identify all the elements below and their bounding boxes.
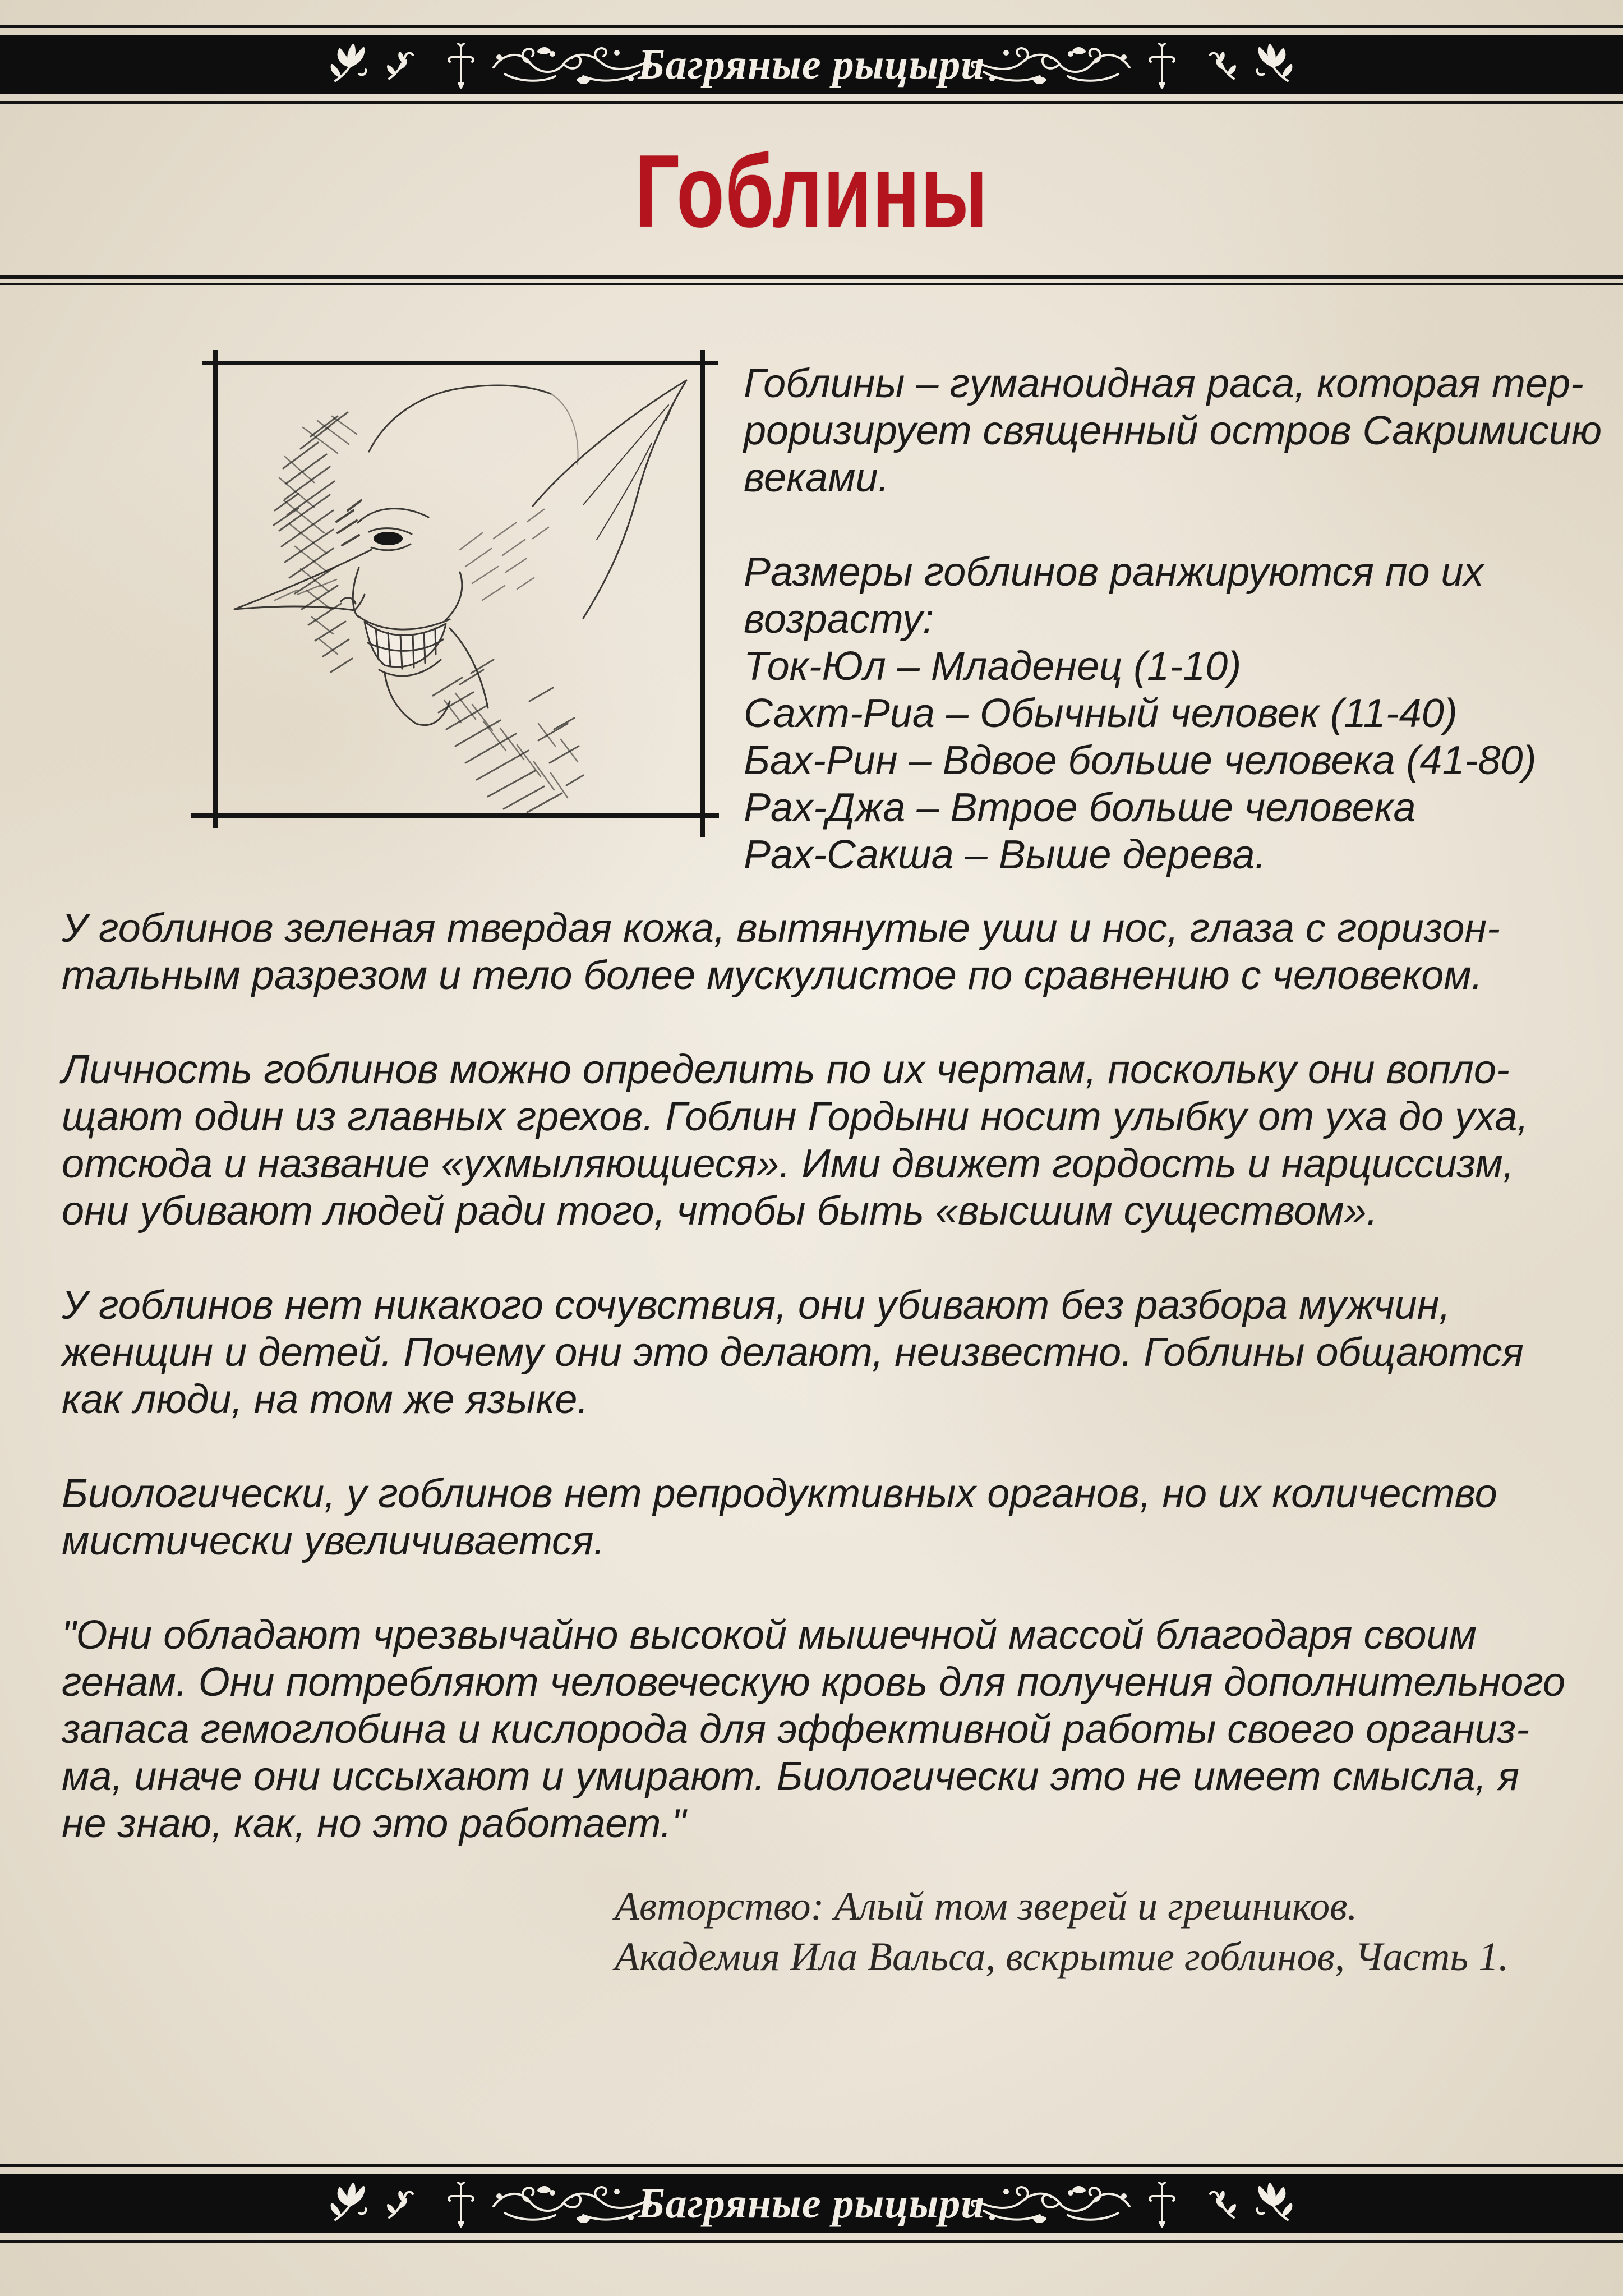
paragraph-behavior [62, 1282, 1524, 1423]
size-item: Рах-Джа – Втрое больше человека [744, 785, 1416, 830]
attribution-line: Академия Ила Вальса, вскрытие гоблинов, Часть 1. [615, 1934, 1509, 1979]
banner-rule-top [0, 25, 1623, 28]
size-item: Сахт-Риа – Обычный человек (11-40) [744, 691, 1458, 736]
paragraph-line: У гоблинов зеленая твердая кожа, вытянутые уши и нос, глаза с горизон- [62, 906, 1501, 951]
paragraph-line: Личность гоблинов можно определить по их чертам, поскольку они вопло- [62, 1047, 1510, 1092]
paragraph-personality [62, 1046, 1528, 1235]
quote-line: "Они обладают чрезвычайно высокой мышечной массой благодаря своим [62, 1613, 1477, 1658]
title-divider [0, 275, 1623, 279]
intro-line: веками. [744, 455, 889, 500]
intro-line: роризирует священный остров Сакримисию [744, 408, 1602, 453]
paragraph-line: как люди, на том же языке. [62, 1377, 589, 1422]
attribution-line: Авторство: Алый том зверей и грешников. [615, 1884, 1358, 1929]
banner-rule-bottom [0, 101, 1623, 104]
banner-rule-top [0, 2164, 1623, 2167]
title-divider-thin [0, 283, 1623, 285]
paragraph-line: женщин и детей. Почему они это делают, неизвестно. Гоблины общаются [62, 1330, 1524, 1375]
sizes-heading-line: возрасту: [744, 597, 934, 642]
paragraph-line: отсюда и название «ухмыляющиеся». Ими движет гордость и нарциссизм, [62, 1142, 1514, 1186]
quote-line: запаса гемоглобина и кислорода для эффективной работы своего организ- [62, 1707, 1530, 1752]
intro-line: Гоблины – гуманоидная раса, которая тер- [744, 361, 1584, 406]
quote-line: не знаю, как, но это работает." [62, 1801, 686, 1846]
sizes-block [744, 549, 1537, 878]
banner-rule-bottom [0, 2240, 1623, 2243]
paragraph-line: Биологически, у гоблинов нет репродуктивных органов, но их количество [62, 1471, 1497, 1516]
page-title-text: Гоблины [635, 133, 988, 249]
quote-block [62, 1612, 1565, 1847]
goblin-ear [533, 380, 686, 618]
page-title [0, 134, 1623, 248]
intro-block [744, 360, 1602, 501]
size-item: Бах-Рин – Вдвое больше человека (41-80) [744, 738, 1537, 783]
attribution-block [615, 1881, 1509, 1982]
goblin-eye [374, 532, 403, 545]
paragraph-appearance [62, 905, 1500, 999]
size-item: Рах-Сакша – Выше дерева. [744, 832, 1266, 877]
bottom-banner [0, 2164, 1623, 2243]
paragraph-line: они убивают людей ради того, чтобы быть «высшим существом». [62, 1189, 1378, 1234]
banner-title: Багряные рыцыри [638, 2180, 985, 2227]
sizes-heading-line: Размеры гоблинов ранжируются по их [744, 550, 1484, 595]
quote-line: ма, иначе они иссыхают и умирают. Биологически это не имеет смысла, я [62, 1754, 1520, 1799]
paragraph-line: щают один из главных грехов. Гоблин Гордыни носит улыбку от уха до уха, [62, 1094, 1529, 1139]
paragraph-line: мистически увеличивается. [62, 1519, 605, 1563]
size-item: Ток-Юл – Младенец (1-10) [744, 644, 1242, 689]
paragraph-line: У гоблинов нет никакого сочувствия, они убивают без разбора мужчин, [62, 1283, 1451, 1328]
goblin-hatching [274, 412, 583, 812]
banner-title: Багряные рыцыри [638, 41, 985, 88]
paragraph-biology [62, 1470, 1497, 1565]
banner-band [0, 35, 1623, 94]
banner-band [0, 2174, 1623, 2233]
paragraph-line: тальным разрезом и тело более мускулистое по сравнению с человеком. [62, 953, 1483, 998]
goblin-sketch-icon [191, 337, 729, 841]
top-banner [0, 25, 1623, 104]
quote-line: генам. Они потребляют человеческую кровь для получения дополнительного [62, 1660, 1566, 1705]
goblin-nose [234, 550, 371, 610]
illustration-frame [191, 350, 719, 837]
